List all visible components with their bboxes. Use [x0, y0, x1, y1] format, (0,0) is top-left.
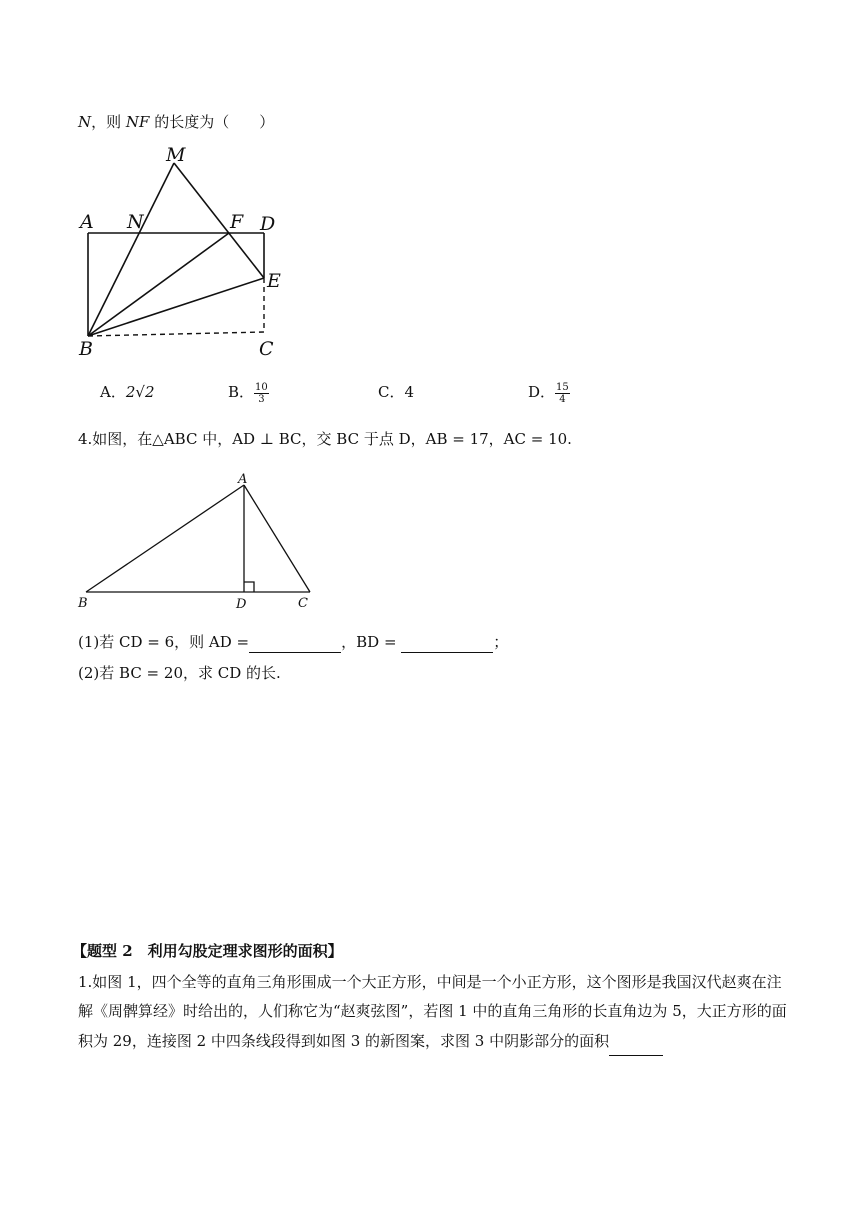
- q3-option-c[interactable]: [378, 381, 414, 403]
- q3-stem-text: ，则: [91, 113, 126, 131]
- option-a-label: A．: [100, 383, 126, 401]
- q3-figure: [70, 140, 300, 365]
- q4-part1-end: ；: [493, 633, 509, 651]
- segment-ac: [244, 485, 310, 592]
- label-a: A: [80, 211, 94, 233]
- fraction-numerator: 15: [556, 381, 569, 393]
- label-b: B: [78, 596, 88, 611]
- segment-bc-dashed: [88, 332, 264, 336]
- option-c-label: C．: [378, 383, 405, 401]
- segment-bf: [88, 233, 229, 336]
- q4-part1-text: (1)若 CD = 6，则 AD =: [78, 633, 250, 651]
- fraction-denominator: 3: [258, 393, 265, 405]
- section-heading: 【题型 2 利用勾股定理求图形的面积】: [72, 942, 343, 960]
- label-d: D: [260, 213, 276, 235]
- q3-option-d[interactable]: [528, 381, 570, 405]
- answer-blank-bd[interactable]: [401, 630, 493, 653]
- option-a-value: 2√2: [125, 383, 155, 401]
- label-a: A: [238, 472, 248, 487]
- label-c: C: [259, 338, 274, 360]
- q4-stem: 4.如图，在△ABC 中，AD ⊥ BC，交 BC 于点 D，AB = 17，AC = 10.: [78, 430, 572, 448]
- label-d: D: [236, 597, 247, 612]
- q3-segment-nf: NF: [125, 113, 150, 131]
- section2-q1-text: 1.如图 1，四个全等的直角三角形围成一个大正方形，中间是一个小正方形，这个图形是我国汉代赵爽在注解《周髀算经》时给出的，人们称它为“赵爽弦图”，若图 1 中的直角三角形的长直角边为 5，大正方形的面积为 29，连接图 2 中四条线段得到如图 3 的新图案，求图 3 中阴影部分的面积: [78, 973, 787, 1050]
- section2-q1: [78, 968, 788, 1056]
- option-b-fraction: [254, 382, 269, 405]
- q3-option-b[interactable]: [228, 381, 269, 405]
- answer-blank-shaded-area[interactable]: [609, 1026, 663, 1056]
- fraction-denominator: 4: [559, 393, 566, 405]
- option-d-fraction: [555, 382, 570, 405]
- answer-blank-ad[interactable]: [249, 630, 341, 653]
- q4-figure: [70, 465, 330, 615]
- label-f: F: [230, 211, 244, 233]
- right-angle-mark: [244, 582, 254, 592]
- fraction-numerator: 10: [255, 381, 268, 393]
- q3-point-n: N: [78, 113, 92, 131]
- q3-stem-tail: [78, 111, 274, 133]
- option-d-label: D．: [528, 383, 556, 401]
- q3-stem-question: 的长度为（ ）: [149, 113, 275, 131]
- segment-ab: [86, 485, 244, 592]
- label-e: E: [267, 270, 281, 292]
- option-c-value: 4: [404, 383, 415, 401]
- segment-bm: [88, 163, 174, 336]
- label-m: M: [166, 144, 186, 166]
- segment-be: [88, 278, 264, 336]
- label-c: C: [298, 596, 308, 611]
- q4-part1-sep: ，BD =: [341, 633, 402, 651]
- label-n: N: [127, 211, 144, 233]
- label-b: B: [79, 338, 93, 360]
- q3-option-a[interactable]: [100, 381, 155, 403]
- q4-part2: (2)若 BC = 20，求 CD 的长.: [78, 664, 281, 682]
- q4-part1: [78, 630, 508, 653]
- segment-me: [174, 163, 264, 278]
- option-b-label: B．: [228, 383, 255, 401]
